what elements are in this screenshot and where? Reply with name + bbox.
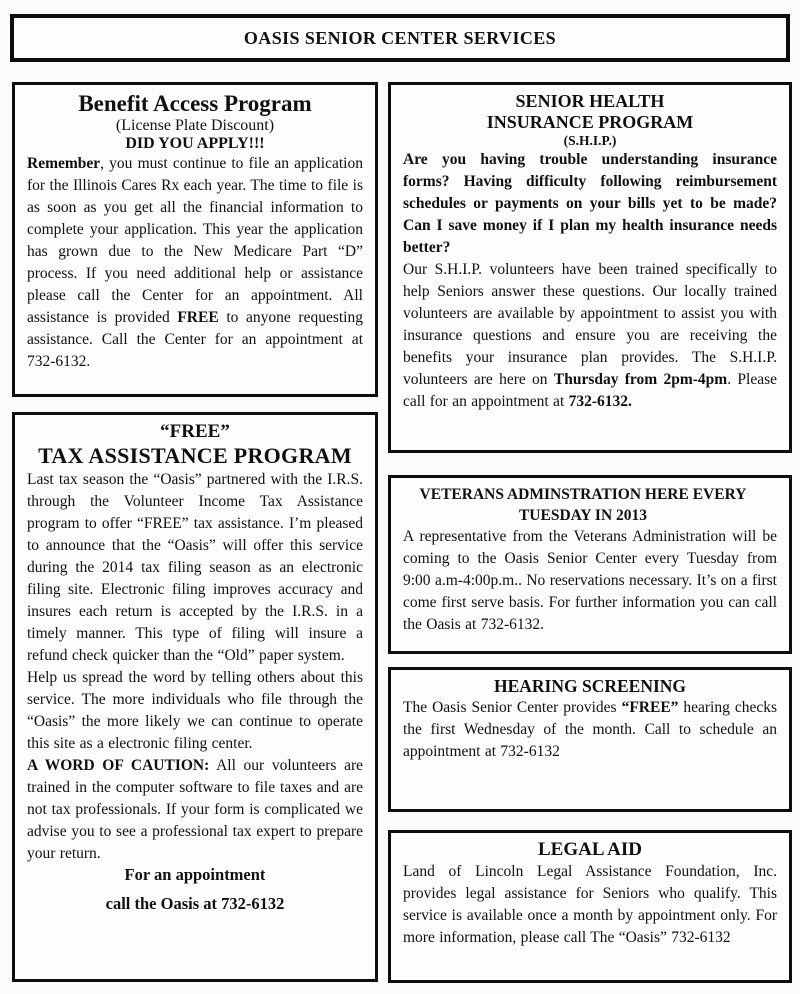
legal-paragraph: Land of Lincoln Legal Assistance Foundation, Inc. provides legal assistance for Seniors who qualify. This service is available once a month by appointment only. For more information, please call The “Oasis” 732-6132 bbox=[403, 863, 777, 946]
veterans-title: VETERANS ADMINSTRATION HERE EVERY TUESDAY IN 2013 bbox=[419, 486, 747, 524]
benefit-paragraph: Remember, you must continue to file an application for the Illinois Cares Rx each year. The time to file is as soon as you get all the financial information to complete your application. This year the application has grown due to the New Medicare Part “D” process. If you need additional help or assistance please call the Center for an appointment. All assistance is provided FREE to anyone requesting assistance. Call the Center for an appointment at 732-6132. bbox=[27, 155, 363, 370]
ship-title-line1: SENIOR HEALTH bbox=[515, 91, 665, 111]
section-veterans bbox=[388, 475, 792, 654]
hearing-title: HEARING SCREENING bbox=[493, 676, 687, 696]
section-benefit-access bbox=[12, 82, 378, 397]
left-column bbox=[12, 82, 378, 982]
section-legal-aid bbox=[388, 830, 792, 983]
content-columns bbox=[12, 82, 792, 983]
tax-footer-phone: call the Oasis at 732-6132 bbox=[105, 894, 285, 913]
page-title: OASIS SENIOR CENTER SERVICES bbox=[243, 27, 557, 48]
tax-footer-appointment: For an appointment bbox=[124, 865, 266, 884]
benefit-tagline: DID YOU APPLY!!! bbox=[125, 135, 265, 152]
tax-paragraph: Last tax season the “Oasis” partnered with the I.R.S. through the Volunteer Income Tax Assistance program to offer “FREE” tax assistance. I’m pleased to announce that the “Oasis” will offer this service during the 2014 tax filing season as an electronic filing site. Electronic filing improves accuracy and insures each return is accepted by the I.R.S. in a timely manner. This type of filing will insure a refund check quicker than the “Old” paper system. bbox=[27, 471, 363, 664]
tax-paragraph: Help us spread the word by telling others about this service. The more individuals who file through the “Oasis” the more likely we can continue to operate this site as a electronic filing center. bbox=[27, 669, 363, 752]
section-tax-assistance bbox=[12, 412, 378, 982]
section-ship bbox=[388, 82, 792, 453]
tax-title-line2: TAX ASSISTANCE PROGRAM bbox=[38, 443, 352, 468]
ship-paragraph: Our S.H.I.P. volunteers have been trained specifically to help Seniors answer these questions. Our locally trained volunteers are available by appointment to assist you with insurance questions and ensure you are receiving the benefits your insurance plan provides. The S.H.I.P. volunteers are here on Thursday from 2pm-4pm. Please call for an appointment at 732-6132. bbox=[403, 261, 777, 410]
benefit-subtitle: (License Plate Discount) bbox=[115, 117, 275, 134]
tax-paragraph: A WORD OF CAUTION: All our volunteers are trained in the computer software to file taxes and are not tax professionals. If your form is complicated we advise you to see a professional tax expert to prepare your return. bbox=[27, 757, 363, 862]
right-column bbox=[388, 82, 792, 983]
benefit-title: Benefit Access Program bbox=[78, 91, 312, 116]
hearing-paragraph: The Oasis Senior Center provides “FREE” hearing checks the first Wednesday of the month. Call to schedule an appointment at 732-6132 bbox=[403, 699, 777, 760]
section-hearing-screening bbox=[388, 667, 792, 812]
ship-intro-paragraph: Are you having trouble understanding insurance forms? Having difficulty following reimbursement schedules or payments on your bills yet to be made? Can I save money if I plan my health insurance needs better? bbox=[403, 151, 777, 256]
veterans-paragraph: A representative from the Veterans Administration will be coming to the Oasis Senior Center every Tuesday from 9:00 a.m-4:00p.m.. No reservations necessary. It’s on a first come first serve basis. For further information you can call the Oasis at 732-6132. bbox=[403, 528, 777, 633]
ship-title-line3: (S.H.I.P.) bbox=[563, 133, 617, 148]
page-title-box bbox=[10, 14, 790, 62]
ship-title-line2: INSURANCE PROGRAM bbox=[486, 112, 694, 132]
tax-title-line1: “FREE” bbox=[160, 421, 230, 442]
legal-title: LEGAL AID bbox=[537, 839, 642, 860]
